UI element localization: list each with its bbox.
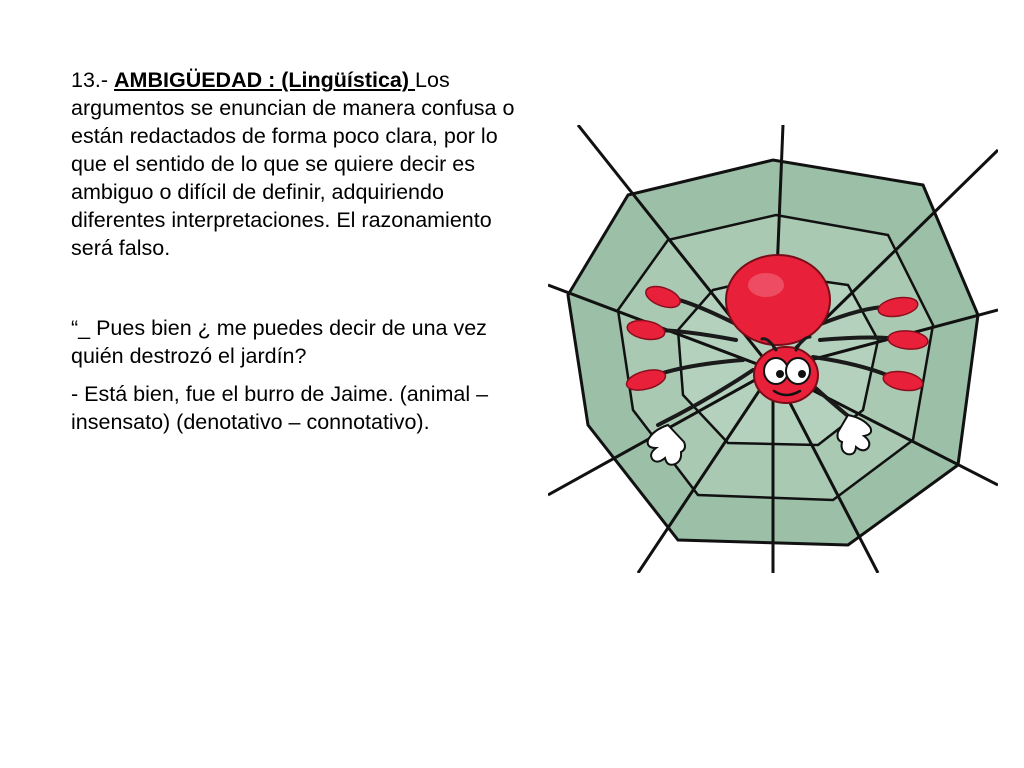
slide-text-block: [71, 66, 533, 436]
fallacy-definition: Los argumentos se enuncian de manera confusa o están redactados de forma poco clara, por lo que el sentido de lo que se quiere decir es ambiguo o difícil de definir, adquiriendo diferentes interpretaciones. El razonamiento será falso.: [71, 68, 515, 260]
spider-web-illustration: [548, 125, 998, 573]
dialogue-question: “_ Pues bien ¿ me puedes decir de una vez quién destrozó el jardín?: [71, 316, 487, 368]
item-number: 13.-: [71, 68, 115, 92]
fallacy-heading: AMBIGÜEDAD : (Lingüística): [114, 68, 416, 92]
definition-paragraph: [71, 66, 533, 262]
dialogue-answer: - Está bien, fue el burro de Jaime. (animal – insensato) (denotativo – connotativo).: [71, 382, 489, 434]
